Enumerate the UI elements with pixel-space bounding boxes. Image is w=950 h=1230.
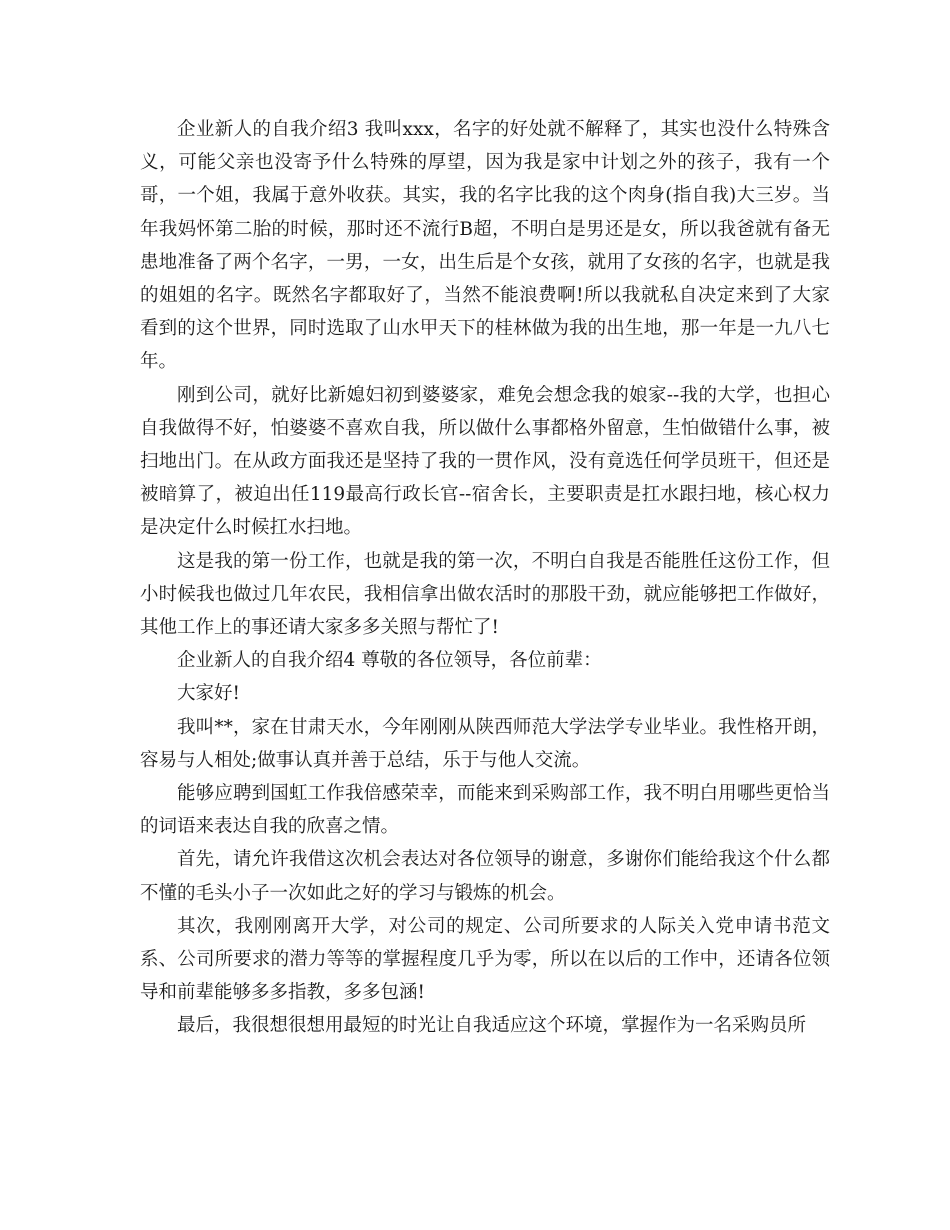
paragraph-secondly: 其次，我刚刚离开大学，对公司的规定、公司所要求的人际关入党申请书范文系、公司所要求的潜力等等的掌握程度几乎为零，所以在以后的工作中，还请各位领导和前辈能够多多指教，多多包涵! — [140, 915, 830, 1004]
paragraph-finally: 最后，我很想很想用最短的时光让自我适应这个环境，掌握作为一名采购员所 — [177, 1015, 807, 1037]
paragraph-intro-3: 企业新人的自我介绍3 我叫xxx，名字的好处就不解释了，其实也没什么特殊含义，可能父亲也没寄予什么特殊的厚望，因为我是家中计划之外的孩子，我有一个哥，一个姐，我属于意外收获。其实，我的名字比我的这个肉身(指自我)大三岁。当年我妈怀第二胎的时候，那时还不流行B超，不明白是男还是女，所以我爸就有备无患地准备了两个名字，一男，一女，出生后是个女孩，就用了女孩的名字，也就是我的姐姐的名字。既然名字都取好了，当然不能浪费啊!所以我就私自决定来到了大家看到的这个世界，同时选取了山水甲天下的桂林做为我的出生地，那一年是一九八七年。 — [140, 119, 830, 373]
paragraph-intro-4-heading: 企业新人的自我介绍4 尊敬的各位领导，各位前辈： — [177, 650, 602, 672]
document-body — [140, 113, 830, 1043]
paragraph-honored: 能够应聘到国虹工作我倍感荣幸，而能来到采购部工作，我不明白用哪些更恰当的词语来表达自我的欣喜之情。 — [140, 783, 830, 838]
paragraph-arriving-company: 刚到公司，就好比新媳妇初到婆婆家，难免会想念我的娘家--我的大学，也担心自我做得不好，怕婆婆不喜欢自我，所以做什么事都格外留意，生怕做错什么事，被扫地出门。在从政方面我还是坚持了我的一贯作风，没有竟选任何学员班干，但还是被暗算了，被迫出任119最高行政长官--宿舍长，主要职责是扛水跟扫地，核心权力是决定什么时候扛水扫地。 — [140, 384, 830, 539]
paragraph-greeting: 大家好! — [177, 683, 240, 705]
paragraph-firstly: 首先，请允许我借这次机会表达对各位领导的谢意，多谢你们能给我这个什么都不懂的毛头小子一次如此之好的学习与锻炼的机会。 — [140, 849, 830, 904]
paragraph-self-description: 我叫**，家在甘肃天水，今年刚刚从陕西师范大学法学专业毕业。我性格开朗，容易与人相处;做事认真并善于总结，乐于与他人交流。 — [140, 716, 830, 771]
paragraph-first-job: 这是我的第一份工作，也就是我的第一次，不明白自我是否能胜任这份工作，但小时候我也做过几年农民，我相信拿出做农活时的那股干劲，就应能够把工作做好，其他工作上的事还请大家多多关照与帮忙了! — [140, 550, 830, 639]
